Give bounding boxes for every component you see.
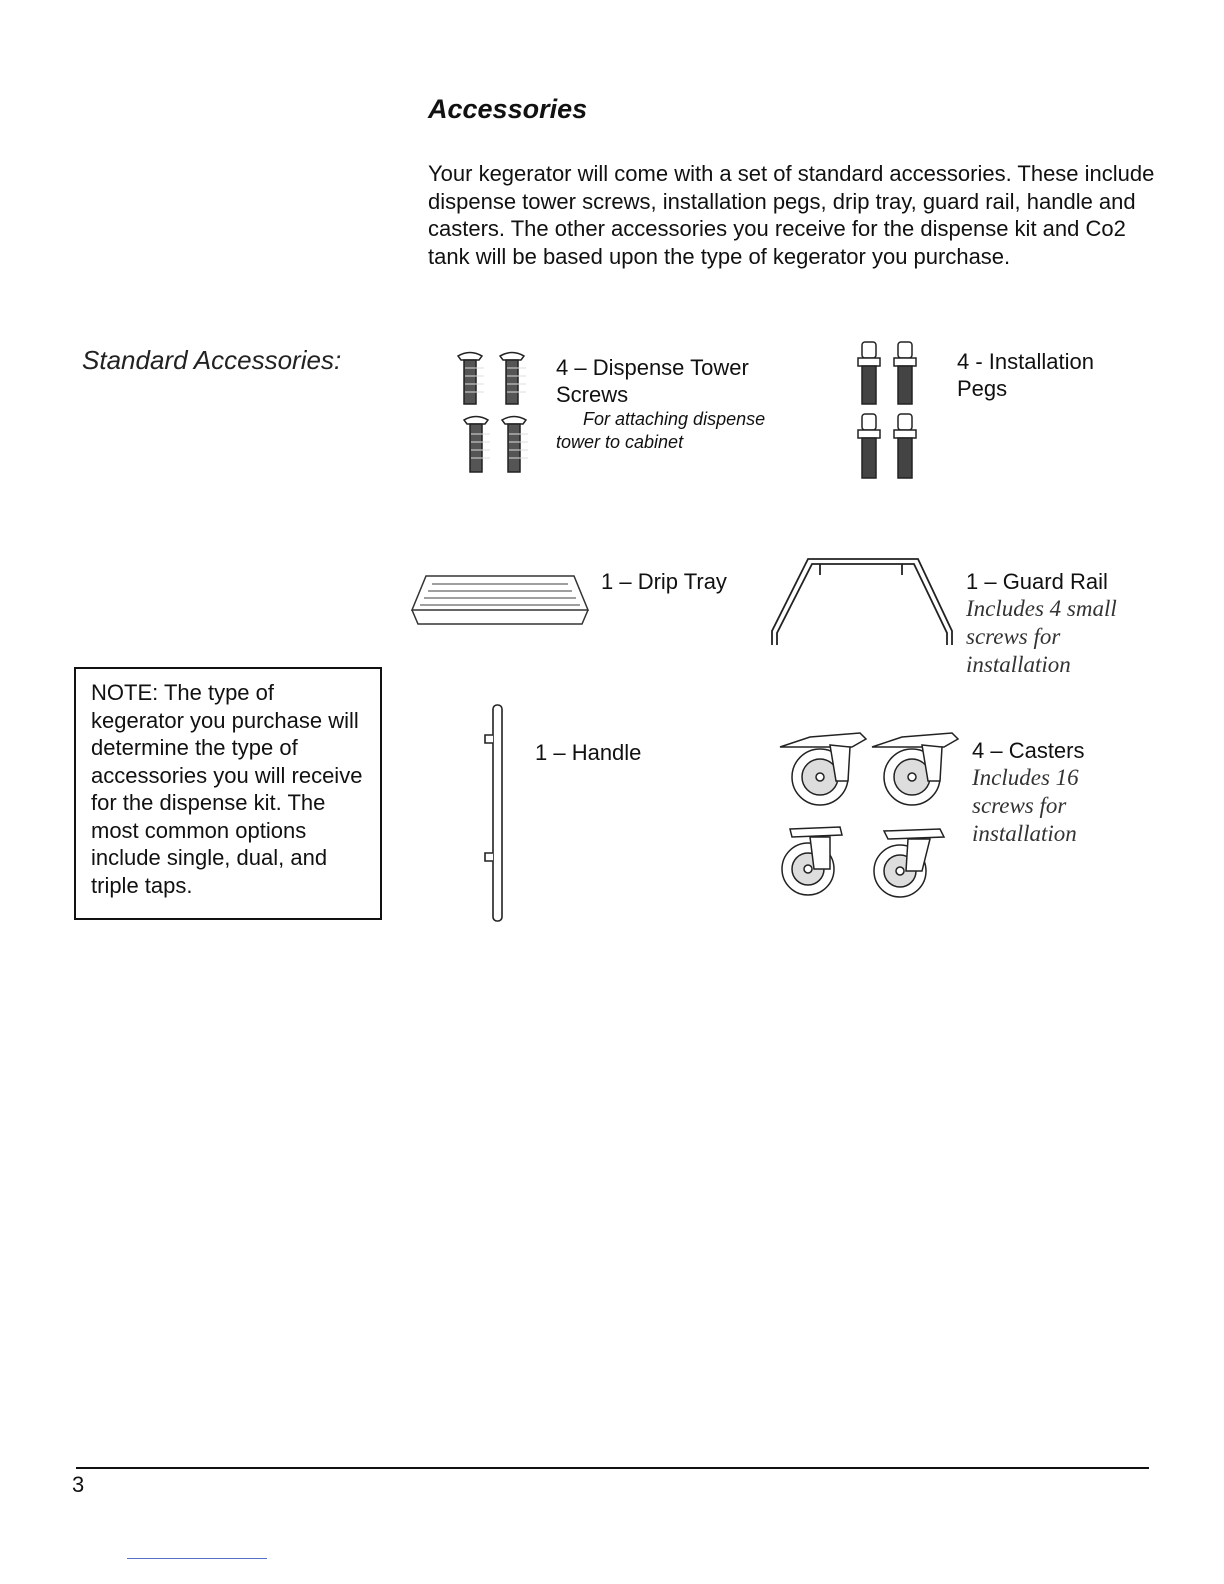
guard-rail-illustration xyxy=(766,553,960,653)
page-number: 3 xyxy=(72,1472,85,1497)
pegs-illustration xyxy=(855,342,925,482)
intro-paragraph: Your kegerator will come with a set of standard accessories. These include dispense tower screws, installation pegs, drip tray, guard rail, handle and casters. The other accessories you receive for the dispense kit and Co2 tank will be based upon the type of kegerator you purchase. xyxy=(428,161,1155,269)
screw-icon xyxy=(458,353,482,405)
handle-illustration xyxy=(482,703,512,925)
screw-icon xyxy=(502,417,526,473)
peg-icon xyxy=(858,414,880,478)
screws-caption: 4 – Dispense Tower Screws For attaching dispense tower to cabinet xyxy=(556,355,766,452)
pegs-caption: 4 - Installation Pegs xyxy=(957,349,1094,401)
casters-caption: 4 – Casters Includes 16 screws for installation xyxy=(972,738,1085,846)
note-box: NOTE: The type of kegerator you purchase will determine the type of accessories you will receive for the dispense kit. The most common options include single, dual, and triple taps. xyxy=(74,667,382,920)
footer-divider xyxy=(76,1467,1149,1469)
drip-tray-illustration xyxy=(410,572,590,630)
page-title: Accessories xyxy=(428,94,588,124)
guard-rail-caption: 1 – Guard Rail Includes 4 small screws for installation xyxy=(966,569,1117,677)
handle-label: 1 – Handle xyxy=(535,740,642,765)
standard-accessories-label: Standard Accessories: xyxy=(82,345,342,375)
peg-icon xyxy=(894,414,916,478)
screws-illustration xyxy=(455,352,535,477)
caster-icon xyxy=(782,827,842,895)
screw-icon xyxy=(464,417,488,473)
caster-icon xyxy=(872,733,958,805)
caster-icon xyxy=(780,733,866,805)
screw-icon xyxy=(500,353,524,405)
bottom-link-underline xyxy=(127,1558,267,1559)
peg-icon xyxy=(894,342,916,404)
peg-icon xyxy=(858,342,880,404)
caster-icon xyxy=(874,829,944,897)
drip-tray-label: 1 – Drip Tray xyxy=(601,569,727,594)
casters-illustration xyxy=(770,725,955,905)
